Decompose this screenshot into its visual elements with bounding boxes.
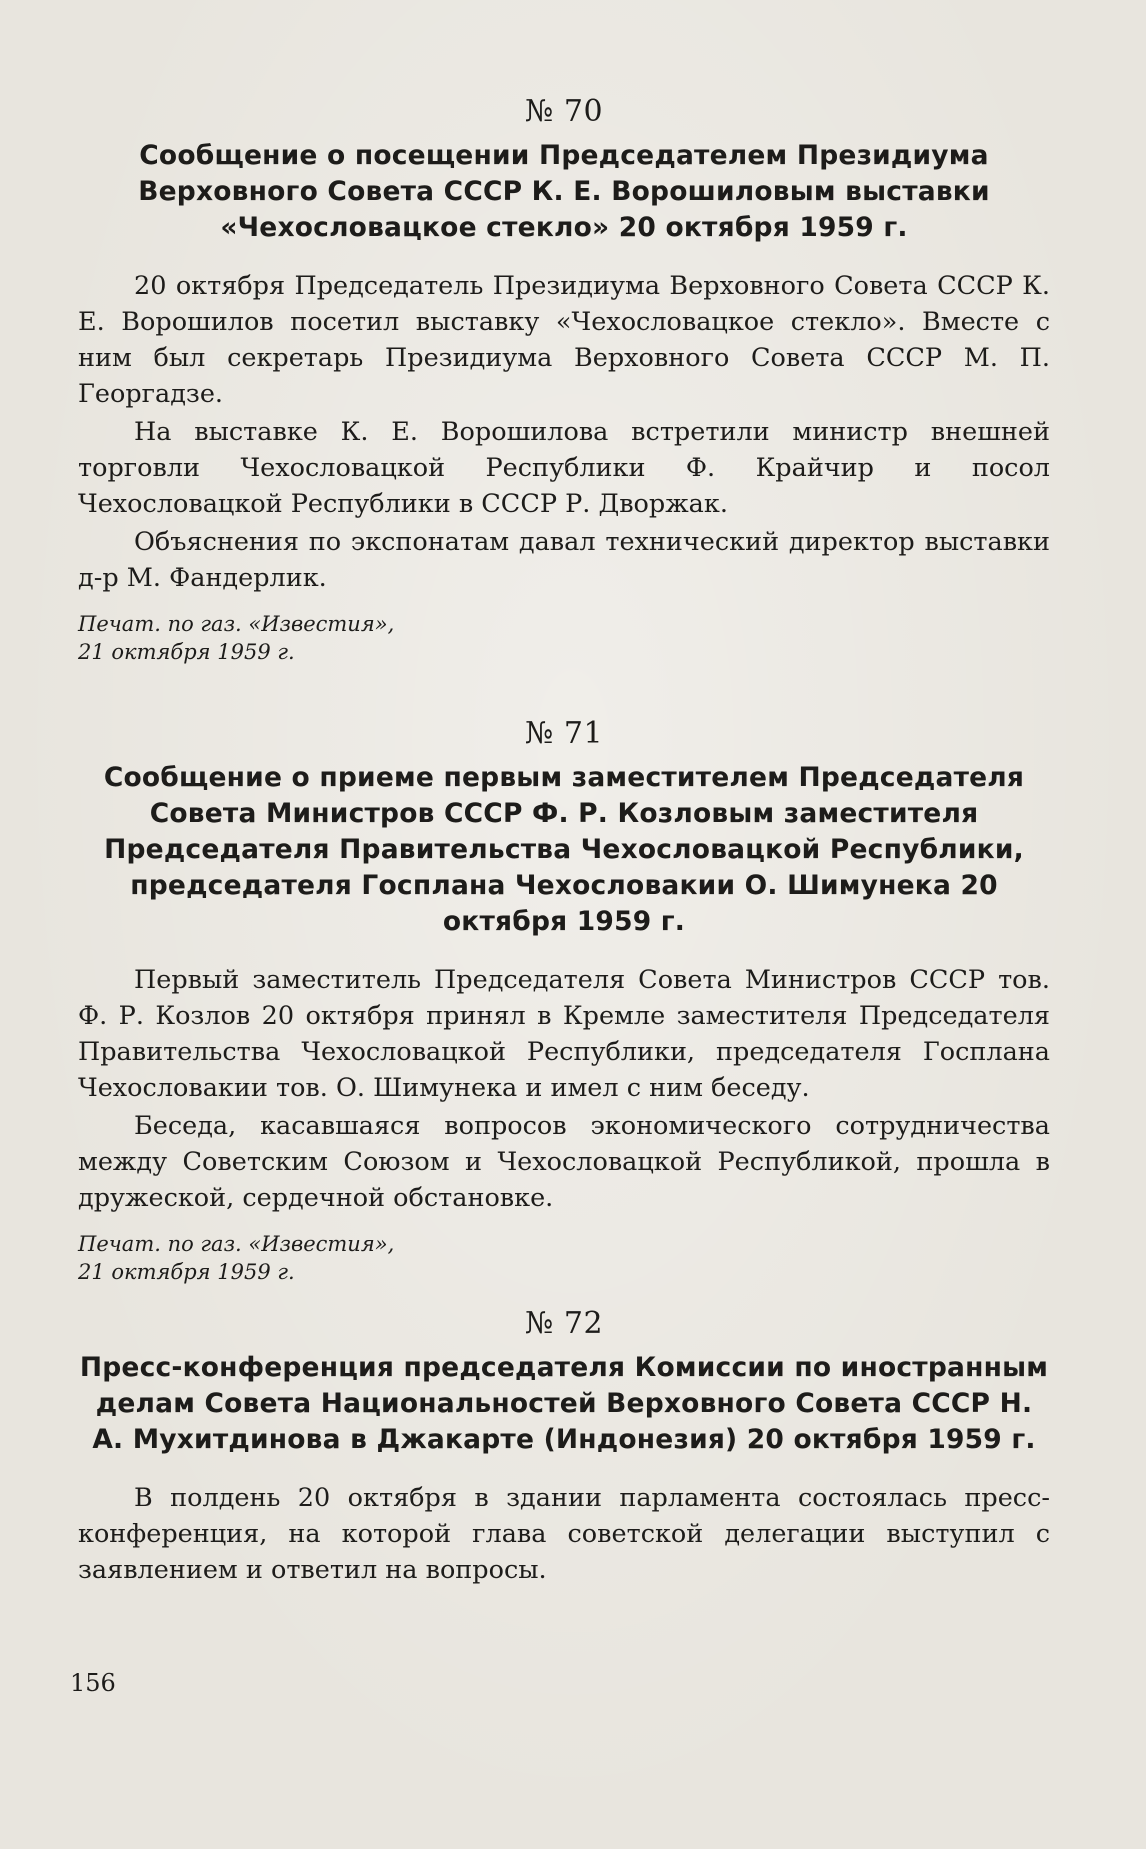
section-spacer [78, 666, 1050, 714]
paragraph: Объяснения по экспонатам давал технический директор выставки д-р М. Фандерлик. [78, 527, 1050, 593]
section-72 [78, 1304, 1050, 1588]
paragraph: Беседа, касавшаяся вопросов экономического сотрудничества между Советским Союзом и Чехословацкой Республикой, прошла в дружеской, сердечной обстановке. [78, 1111, 1050, 1213]
section-71 [78, 714, 1050, 1286]
section-spacer [78, 1286, 1050, 1304]
document-title: Сообщение о посещении Председателем Президиума Верховного Совета СССР К. Е. Ворошиловым выставки «Чехословацкое стекло» 20 октября 1959 г. [138, 140, 990, 243]
document-number: № 71 [524, 716, 604, 751]
section-70 [78, 92, 1050, 666]
paragraph: На выставке К. Е. Ворошилова встретили министр внешней торговли Чехословацкой Республики Ф. Крайчир и посол Чехословацкой Республики в СССР Р. Дворжак. [78, 417, 1050, 519]
source-note: Печат. по газ. «Известия», 21 октября 1959 г. [78, 1232, 395, 1284]
paragraph: 20 октября Председатель Президиума Верховного Совета СССР К. Е. Ворошилов посетил выставку «Чехословацкое стекло». Вместе с ним был секретарь Президиума Верховного Совета СССР М. П. Георгадзе. [78, 271, 1050, 409]
document-title: Сообщение о приеме первым заместителем Председателя Совета Министров СССР Ф. Р. Козловым заместителя Председателя Правительства Чехословацкой Республики, председателя Госплана Чехословакии О. Шимунека 20 октября 1959 г. [103, 762, 1025, 937]
paragraph: Первый заместитель Председателя Совета Министров СССР тов. Ф. Р. Козлов 20 октября принял в Кремле заместителя Председателя Правительства Чехословацкой Республики, председателя Госплана Чехословакии тов. О. Шимунека и имел с ним беседу. [78, 965, 1050, 1103]
document-title: Пресс-конференция председателя Комиссии по иностранным делам Совета Национальностей Верховного Совета СССР Н. А. Мухитдинова в Джакарте (Индонезия) 20 октября 1959 г. [79, 1352, 1049, 1455]
document-body [78, 92, 1050, 1590]
document-number: № 72 [524, 1306, 604, 1341]
source-note: Печат. по газ. «Известия», 21 октября 1959 г. [78, 612, 395, 664]
document-number: № 70 [524, 94, 604, 129]
paragraph: В полдень 20 октября в здании парламента состоялась пресс-конференция, на которой глава советской делегации выступил с заявлением и ответил на вопросы. [78, 1483, 1050, 1585]
page-number: 156 [70, 1669, 116, 1697]
